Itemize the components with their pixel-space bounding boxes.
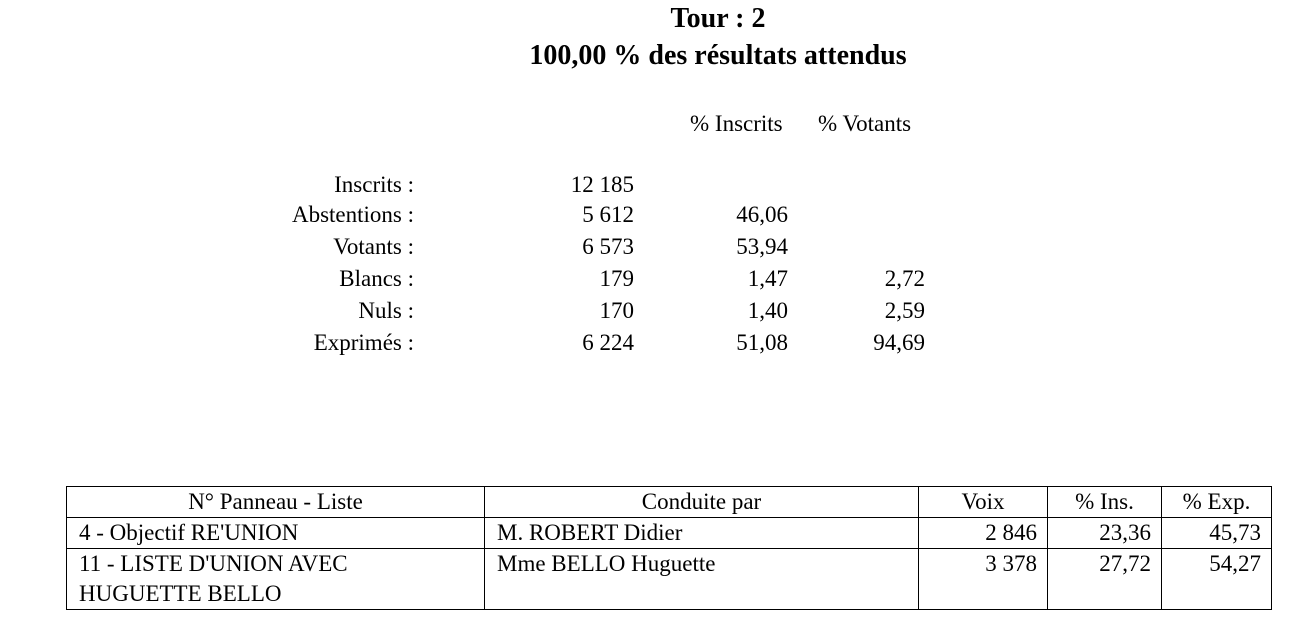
cell-liste: 4 - Objectif RE'UNION bbox=[67, 518, 485, 549]
summary-value: 170 bbox=[599, 298, 634, 323]
summary-value: 12 185 bbox=[570, 172, 634, 197]
results-progress-title: 100,00 % des résultats attendus bbox=[529, 40, 907, 71]
col-header-pct-exp: % Exp. bbox=[1162, 487, 1272, 518]
summary-label: Nuls : bbox=[358, 298, 414, 323]
col-header-conduite-par: Conduite par bbox=[485, 487, 919, 518]
summary-value: 5 612 bbox=[582, 202, 634, 227]
summary-pct-inscrits: 53,94 bbox=[736, 234, 788, 259]
col-header-pct-ins: % Ins. bbox=[1048, 487, 1162, 518]
summary-value: 6 573 bbox=[582, 234, 634, 259]
cell-pct-exp: 45,73 bbox=[1162, 518, 1272, 549]
table-row bbox=[67, 518, 1272, 549]
cell-conduite-par: M. ROBERT Didier bbox=[485, 518, 919, 549]
col-header-liste: N° Panneau - Liste bbox=[67, 487, 485, 518]
summary-pct-votants: 94,69 bbox=[873, 330, 925, 355]
summary-label: Abstentions : bbox=[291, 202, 414, 227]
summary-row-abstentions bbox=[0, 202, 1310, 232]
summary-pct-inscrits: 1,47 bbox=[747, 266, 788, 291]
summary-row-exprimes bbox=[0, 330, 1310, 360]
summary-row-votants bbox=[0, 234, 1310, 264]
cell-pct-ins: 27,72 bbox=[1048, 549, 1162, 610]
table-row bbox=[67, 549, 1272, 610]
summary-label: Exprimés : bbox=[313, 330, 414, 355]
summary-pct-inscrits: 46,06 bbox=[736, 202, 788, 227]
summary-row-blancs bbox=[0, 266, 1310, 296]
pct-votants-header: % Votants bbox=[818, 111, 912, 136]
cell-voix: 3 378 bbox=[919, 549, 1048, 610]
cell-pct-exp: 54,27 bbox=[1162, 549, 1272, 610]
summary-label: Blancs : bbox=[339, 266, 414, 291]
summary-pct-votants: 2,72 bbox=[884, 266, 925, 291]
summary-value: 6 224 bbox=[582, 330, 634, 355]
summary-pct-inscrits: 1,40 bbox=[747, 298, 788, 323]
tour-title: Tour : 2 bbox=[670, 3, 766, 34]
col-header-voix: Voix bbox=[919, 487, 1048, 518]
cell-pct-ins: 23,36 bbox=[1048, 518, 1162, 549]
summary-row-inscrits bbox=[0, 172, 1310, 202]
cell-liste: 11 - LISTE D'UNION AVEC HUGUETTE BELLO bbox=[67, 549, 485, 610]
results-table bbox=[66, 486, 1272, 610]
summary-label: Votants : bbox=[333, 234, 414, 259]
cell-conduite-par: Mme BELLO Huguette bbox=[485, 549, 919, 610]
cell-voix: 2 846 bbox=[919, 518, 1048, 549]
pct-inscrits-header: % Inscrits bbox=[690, 111, 783, 136]
summary-pct-inscrits: 51,08 bbox=[736, 330, 788, 355]
summary-row-nuls bbox=[0, 298, 1310, 328]
summary-value: 179 bbox=[599, 266, 634, 291]
summary-label: Inscrits : bbox=[334, 172, 414, 197]
summary-pct-votants: 2,59 bbox=[884, 298, 925, 323]
results-header-row bbox=[67, 487, 1272, 518]
